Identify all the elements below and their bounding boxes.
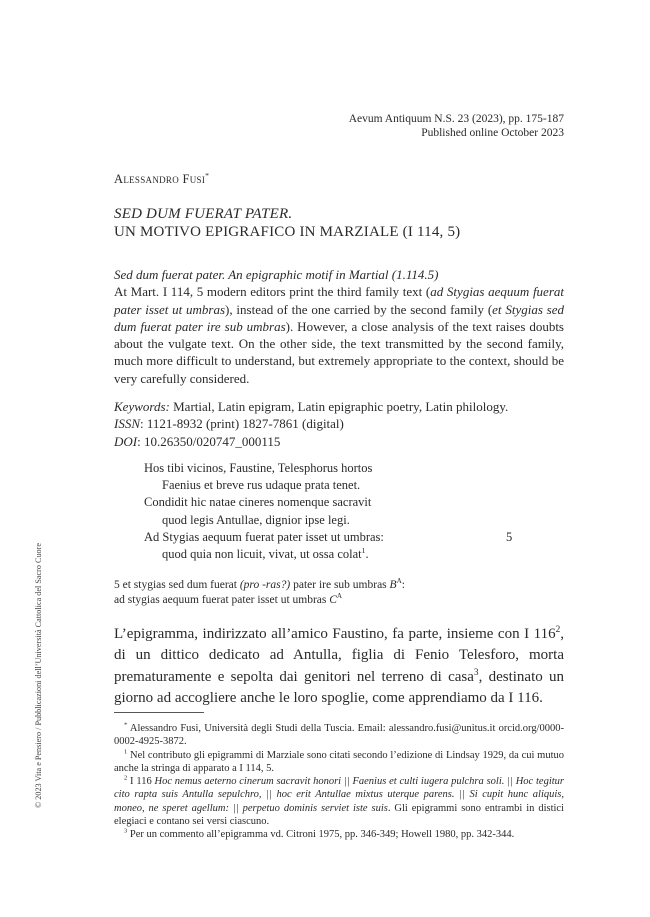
title-line-2: UN MOTIVO EPIGRAFICO IN MARZIALE (I 114, 5) [114, 223, 461, 240]
apparatus-text: 5 et stygias sed dum fuerat [114, 579, 240, 591]
verse-line: Hos tibi vicinos, Faustine, Telesphorus hortos [144, 461, 373, 475]
footnote-mark: * [124, 721, 128, 729]
manuscript-siglum: B [389, 579, 397, 591]
siglum-sup: A [396, 577, 402, 586]
abstract-text-2: ), instead of the one carried by the second family ( [225, 301, 493, 317]
apparatus-line-2 [114, 593, 405, 608]
body-text: , di un dittico dedicato ad Antulla, figlia di Fenio Telesforo, morta prematuramente e sepolta dai genitori nel terreno di casa [114, 626, 564, 685]
keywords-label: Keywords: [114, 399, 170, 414]
english-title: Sed dum fuerat pater. An epigraphic motif in Martial (1.114.5) [114, 267, 439, 282]
issn-label: ISSN [114, 416, 140, 432]
abstract-text-3: ). However, a close analysis of the text raises doubts about the vulgate text. On the other side, the text transmitted by the second family, much more difficult to understand, but extremely appropriate to the context, should be very carefully considered. [114, 318, 564, 386]
footnote-ref: 3 [473, 667, 479, 678]
verse-line: Condidit hic natae cineres nomenque sacravit [144, 495, 372, 510]
verse-line-6 [144, 546, 544, 563]
article-metadata [114, 398, 508, 450]
footnote-author [114, 722, 564, 749]
footnote-text: Per un commento all’epigramma vd. Citroni 1975, pp. 346-349; Howell 1980, pp. 342-344. [127, 829, 515, 841]
journal-citation: Aevum Antiquum N.S. 23 (2023), pp. 175-187 [348, 113, 564, 125]
author-name: Alessandro Fusi [114, 172, 206, 186]
apparatus-note: (pro -ras?) [239, 579, 291, 591]
copyright-sidebar: © 2023 Vita e Pensiero / Pubblicazioni dell’Università Cattolica del Sacro Cuore [34, 542, 43, 808]
issn-value: : 1121-8932 (print) 1827-7861 (digital) [140, 416, 344, 432]
footnote-mark: 3 [124, 827, 128, 835]
footnote-3 [114, 828, 564, 841]
apparatus-text: : [401, 579, 405, 591]
footnote-text: Nel contributo gli epigrammi di Marziale sono citati secondo l’edizione di Lindsay 1929, da cui mutuo anche la stringa di apparato a I 114, 5. [114, 749, 564, 774]
body-paragraph [114, 624, 564, 710]
keywords-value: Martial, Latin epigram, Latin epigraphic poetry, Latin philology. [173, 399, 509, 414]
footnote-text: . Gli epigrammi sono entrambi in distici elegiaci e contano sei versi ciascuno. [114, 802, 564, 828]
apparatus-text: ad stygias aequum fuerat pater isset ut umbras [114, 593, 330, 606]
verse-text: Ad Stygias aequum fuerat pater isset ut umbras: [144, 529, 384, 544]
footnote-mark: 2 [124, 774, 128, 782]
verse-line-5 [144, 529, 544, 546]
author-footnote-mark: * [205, 170, 210, 180]
footnote-ref: 1 [361, 545, 366, 555]
footnote-text: I 116 [127, 776, 155, 788]
publication-date: Published online October 2023 [421, 127, 564, 139]
abstract-quote-2: et Stygias sed dum fuerat pater ire sub umbras [114, 301, 564, 334]
footnote-quote: Hoc nemus aeterno cinerum sacravit honori || Faenius et culti iugera pulchra soli. || Hoc tegitur cito rapta suis Antulla sepulchro, || hoc erit Antullae mixtus uterque parens. || Si cupit hunc aliquis, moneo, ne speret agellum: || perpetuo dominis serviet iste suis [114, 776, 565, 814]
verse-line: Faenius et breve rus udaque prata tenet. [162, 478, 361, 493]
body-text: , destinato un giorno ad accogliere anche le loro spoglie, come apprendiamo da I 116. [114, 668, 564, 707]
article-title [114, 206, 460, 241]
issn-line [114, 415, 508, 432]
title-line-1: SED DUM FUERAT PATER. [114, 206, 293, 222]
footnote-text: Alessandro Fusi, Università degli Studi della Tuscia. Email: alessandro.fusi@unitus.it orcid.org/0000-0002-4925-3872. [114, 723, 564, 748]
footnotes [114, 722, 564, 842]
verse-line: quod legis Antullae, dignior ipse legi. [162, 512, 350, 527]
doi-line [114, 433, 508, 450]
author-line [114, 172, 209, 187]
abstract [114, 266, 564, 387]
manuscript-siglum: C [329, 593, 337, 606]
footnote-1 [114, 749, 564, 776]
footnote-ref: 2 [555, 625, 561, 635]
verse-text: quod quia non licuit, vivat, ut ossa colat [162, 546, 362, 561]
siglum-sup: A [336, 591, 343, 600]
footnote-mark: 1 [124, 748, 128, 756]
line-number: 5 [506, 529, 513, 544]
journal-header [349, 112, 564, 140]
abstract-quote-1: ad Stygias aequum fuerat pater isset ut umbras [114, 284, 564, 317]
critical-apparatus [114, 578, 405, 607]
apparatus-text: pater ire sub umbras [290, 579, 390, 591]
body-text: L’epigramma, indirizzato all’amico Faustino, fa parte, insieme con I 116 [114, 626, 556, 642]
apparatus-line-1 [114, 578, 405, 593]
footnote-divider [114, 712, 204, 713]
doi-label: DOI [114, 433, 138, 449]
abstract-text-1: At Mart. I 114, 5 modern editors print the third family text ( [114, 284, 431, 300]
verse-end: . [365, 546, 369, 561]
epigram-text [144, 460, 544, 563]
keywords-line [114, 398, 508, 415]
doi-value: : 10.26350/020747_000115 [137, 433, 281, 449]
footnote-2 [114, 775, 564, 828]
